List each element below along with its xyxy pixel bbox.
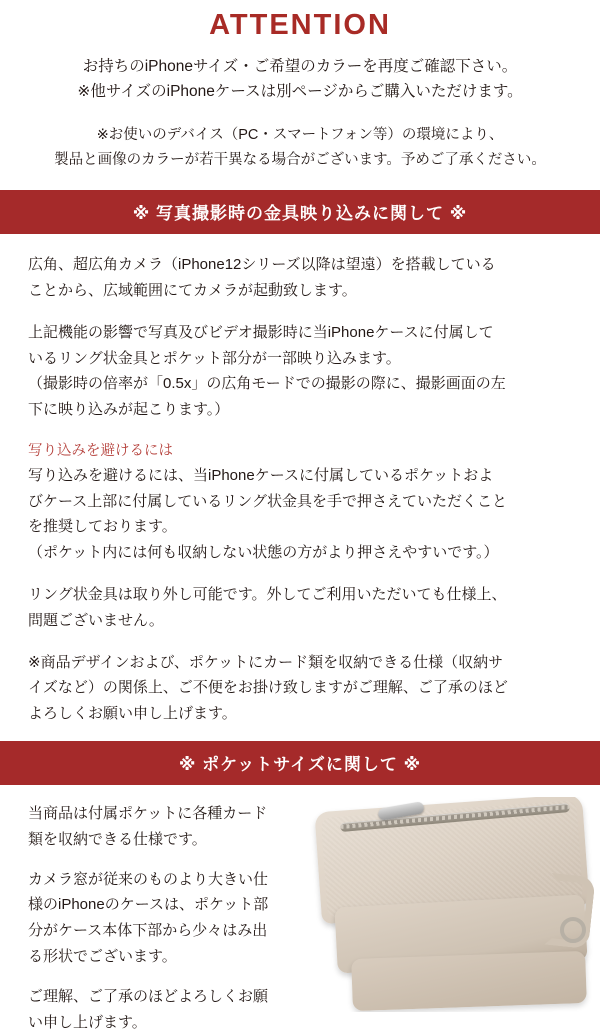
paragraph-camera-window-line-2: 様のiPhoneのケースは、ポケット部 — [28, 896, 269, 914]
paragraph-reflection-detail-line-4: 下に映り込みが起こります。） — [28, 401, 230, 419]
paragraph-avoid-reflection-line-2: びケース上部に付属しているリング状金具を手で押さえていただくこと — [28, 492, 507, 510]
paragraph-reflection-detail-line-1: 上記機能の影響で写真及びビデオ撮影時に当iPhoneケースに付属して — [28, 323, 494, 341]
metal-ring-shape — [560, 917, 586, 943]
paragraph-avoid-reflection-line-3: を推奨しております。 — [28, 518, 177, 536]
section-pocket-size-body — [0, 801, 600, 1035]
paragraph-pocket-closing — [28, 984, 308, 1035]
paragraph-design-disclaimer-line-2: イズなど）の関係上、ご不便をお掛け致しますがご理解、ご了承のほど — [28, 679, 508, 697]
paragraph-ring-removable-line-2: 問題ございません。 — [28, 611, 164, 629]
paragraph-design-disclaimer — [28, 650, 572, 727]
paragraph-pocket-closing-line-1: ご理解、ご了承のほどよろしくお願 — [28, 987, 269, 1005]
paragraph-camera-window-line-1: カメラ窓が従来のものより大きい仕 — [28, 870, 269, 888]
case-bottom-shape — [351, 951, 587, 1011]
device-color-note-line-1: ※お使いのデバイス（PC・スマートフォン等）の環境により、 — [96, 127, 504, 144]
paragraph-design-disclaimer-line-1: ※商品デザインおよび、ポケットにカード類を収納できる仕様（収納サ — [28, 653, 504, 671]
subheading-avoid-reflection: 写り込みを避けるには — [28, 443, 173, 460]
paragraph-reflection-detail-line-2: いるリング状金具とポケット部分が一部映り込みます。 — [28, 349, 401, 367]
paragraph-reflection-detail — [28, 320, 572, 423]
section-metal-reflection-body — [0, 252, 600, 727]
pocket-photo-container — [316, 797, 572, 1007]
paragraph-pocket-closing-line-2: い申し上げます。 — [28, 1013, 147, 1031]
paragraph-avoid-reflection — [28, 463, 572, 566]
paragraph-ring-removable-line-1: リング状金具は取り外し可能です。外してご利用いただいても仕様上、 — [28, 586, 507, 604]
pocket-size-text — [28, 801, 308, 1035]
section-heading-pocket-size: ※ ポケットサイズに関して ※ — [0, 741, 600, 785]
paragraph-avoid-reflection-line-1: 写り込みを避けるには、当iPhoneケースに付属しているポケットおよ — [28, 466, 494, 484]
paragraph-camera-window — [28, 867, 308, 970]
page-title: ATTENTION — [209, 9, 391, 41]
paragraph-camera-window-line-3: 分がケース本体下部から少々はみ出 — [28, 922, 268, 940]
paragraph-wide-angle-line-1: 広角、超広角カメラ（iPhone12シリーズ以降は望遠）を搭載している — [28, 256, 496, 274]
paragraph-pocket-cards-line-1: 当商品は付属ポケットに各種カード — [28, 805, 268, 822]
paragraph-wide-angle — [28, 252, 572, 304]
paragraph-wide-angle-line-2: ことから、広域範囲にてカメラが起動致します。 — [28, 282, 357, 300]
intro-text — [0, 54, 600, 105]
section-heading-metal-reflection: ※ 写真撮影時の金具映り込みに関して ※ — [0, 190, 600, 234]
intro-line-1: お持ちのiPhoneサイズ・ご希望のカラーを再度ご確認下さい。 — [82, 57, 518, 75]
paragraph-avoid-reflection-line-4: （ポケット内には何も収納しない状態の方がより押さえやすいです。） — [28, 544, 499, 562]
device-color-note — [0, 123, 600, 172]
paragraph-reflection-detail-line-3: （撮影時の倍率が「0.5x」の広角モードでの撮影の際に、撮影画面の左 — [28, 375, 506, 393]
device-color-note-line-2: 製品と画像のカラーが若干異なる場合がございます。予めご了承ください。 — [54, 151, 546, 168]
paragraph-camera-window-line-4: る形状でございます。 — [28, 947, 177, 965]
phone-case-photo — [300, 797, 600, 1012]
paragraph-pocket-cards-line-2: 類を収納できる仕様です。 — [28, 830, 207, 848]
paragraph-ring-removable — [28, 582, 572, 634]
intro-line-2: ※他サイズのiPhoneケースは別ページからご購入いただけます。 — [77, 83, 523, 101]
paragraph-pocket-cards — [28, 801, 308, 853]
paragraph-design-disclaimer-line-3: よろしくお願い申し上げます。 — [28, 705, 237, 723]
